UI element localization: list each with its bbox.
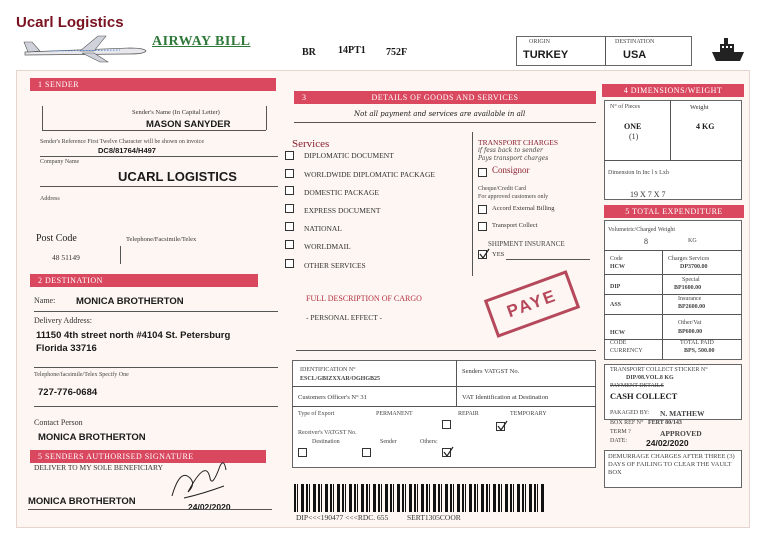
vol-label: Volumetric/Charged Weight — [608, 227, 676, 233]
service-checkbox-2[interactable] — [285, 169, 294, 178]
weight-label: Weight — [690, 104, 709, 111]
charge-value-4: BP600.00 — [678, 329, 703, 335]
sender-name-label: Sender's Name (In Capital Letter) — [132, 109, 220, 116]
paye-stamp-text: PAYE — [504, 285, 560, 322]
type-export-label: Type of Export — [298, 411, 335, 417]
company-name-label: Company Name — [40, 159, 80, 165]
permanent-label: PERMANENT — [376, 411, 413, 417]
sticker-label: TRANSPORT COLLECT STICKER N° — [610, 367, 708, 373]
barcode-text: DIP<<<190477 <<<RDC. 655 SERT1305COOR — [296, 513, 461, 522]
checkmark-icon — [496, 420, 508, 432]
expense-code-2: DIP — [610, 284, 621, 290]
cheque-note: For approved customers only — [478, 194, 549, 200]
transport-note-2: Pays transport charges — [478, 155, 549, 162]
origin-label: ORIGIN — [529, 39, 550, 45]
contact-person-label: Contact Person — [34, 418, 83, 427]
service-label-5: NATIONAL — [304, 224, 342, 233]
address-label: Address — [40, 196, 60, 202]
total-paid-value: BPS, 500.00 — [684, 348, 715, 354]
charge-value-2: BP1600.00 — [674, 285, 702, 291]
checkmark-icon — [442, 446, 454, 458]
accord-label: Accord External Billing — [492, 205, 555, 212]
vol-unit: KG — [688, 238, 697, 244]
dest-name-value: MONICA BROTHERTON — [76, 296, 184, 307]
insurance-yes: YES — [492, 251, 505, 258]
postcode-label: Post Code — [36, 233, 77, 244]
dimensions-box — [604, 100, 742, 200]
service-label-3: DOMESTIC PACKAGE — [304, 188, 379, 197]
airplane-icon — [20, 32, 150, 64]
expenditure-section-header: 5 TOTAL EXPENDITURE — [604, 205, 744, 218]
transport-note-1: if fess back to sender — [478, 147, 543, 154]
code-label: Code — [610, 256, 623, 262]
handwritten-signature — [166, 448, 232, 504]
date-label: DATE: — [610, 438, 627, 444]
service-label-6: WORLDMAIL — [304, 242, 351, 251]
vat-dest-label: VAT Identification at Destination — [462, 394, 549, 401]
charge-value-3: BP2600.00 — [678, 304, 706, 310]
sender-ref-label: Sender's Reference First Twelve Character will be shown on invoice — [40, 139, 205, 145]
company-name-value: UCARL LOGISTICS — [118, 169, 237, 184]
service-checkbox-3[interactable] — [285, 186, 294, 195]
currency-label-2: CURRENCY — [610, 348, 643, 354]
destination-value: USA — [623, 49, 647, 61]
vol-value: 8 — [644, 237, 648, 246]
charge-label-2: Special — [682, 277, 700, 283]
expense-code-4: HCW — [610, 330, 625, 336]
destination-checkbox[interactable] — [298, 448, 307, 457]
charge-label-4: Other/Vat — [678, 320, 702, 326]
origin-destination-box — [516, 36, 692, 66]
signature-name: MONICA BROTHERTON — [28, 496, 136, 507]
temporary-label: TEMPORARY — [510, 411, 547, 417]
checkmark-icon — [478, 248, 490, 260]
cheque-label: Cheque/Credit Card — [478, 186, 527, 192]
sender-checkbox[interactable] — [362, 448, 371, 457]
destination-section-header: 2 DESTINATION — [30, 274, 258, 287]
insurance-label: SHIPMENT INSURANCE — [488, 240, 565, 248]
cargo-title: FULL DESCRIPTION OF CARGO — [306, 294, 422, 303]
term-value: APPROVED — [660, 429, 702, 438]
service-checkbox-6[interactable] — [285, 240, 294, 249]
sender-ref-value: DC8/81764/H497 — [98, 146, 156, 155]
delivery-address-label: Delivery Address: — [34, 316, 92, 325]
sticker-value: DIP/08.VOL.8 KG — [626, 375, 674, 381]
repair-label: REPAIR — [458, 411, 479, 417]
currency-label-1: CODE — [610, 340, 627, 346]
dest-phone-label: Telephone/facsimile/Telex Specify One — [34, 372, 129, 378]
expense-code-3: ASS — [610, 302, 622, 308]
box-ref-label: BOX REF N° — [610, 420, 644, 426]
sender-section-header: 1 SENDER — [30, 78, 276, 91]
contact-person-value: MONICA BROTHERTON — [38, 432, 146, 443]
ship-icon — [710, 34, 746, 64]
consignor-checkbox[interactable] — [478, 168, 487, 177]
payment-details-label: PAYMENT DETAILS — [610, 383, 664, 389]
expense-code-1: HCW — [610, 264, 625, 270]
ref-mid: 14PT1 — [338, 45, 366, 56]
term-label: TERM ? — [610, 429, 631, 435]
officer-label: Customers Officer's N° 31 — [298, 394, 367, 401]
service-checkbox-5[interactable] — [285, 222, 294, 231]
id-value: ESCL/GBIZXXAR/OGHGB25 — [300, 376, 381, 382]
permanent-checkbox[interactable] — [442, 420, 451, 429]
dest-phone-value: 727-776-0684 — [38, 387, 98, 398]
destination-label: DESTINATION — [615, 39, 655, 45]
address-line-2: Florida 33716 — [36, 343, 97, 354]
service-checkbox-1[interactable] — [285, 151, 294, 160]
demurrage-text: DEMURRAGE CHARGES AFTER THREE (3) DAYS OF FAILING TO CLEAR THE VAULT BOX — [608, 453, 735, 477]
charge-value-1: DP3700.00 — [680, 264, 708, 270]
service-label-2: WORLDWIDE DIPLOMATIC PACKAGE — [304, 170, 435, 179]
payment-value: CASH COLLECT — [610, 391, 678, 401]
sender-phone-label: Telephone/Facsimile/Telex — [126, 236, 197, 243]
barcode — [294, 484, 544, 512]
signature-note: DELIVER TO MY SOLE BENEFICIARY — [34, 463, 164, 472]
accord-checkbox[interactable] — [478, 205, 487, 214]
service-checkbox-4[interactable] — [285, 204, 294, 213]
packed-label: PAKAGED BY: — [610, 410, 650, 416]
dimension-label: Dimension In Inc l x Lxh — [608, 170, 669, 176]
opt-destination: Destination — [312, 439, 340, 445]
pieces-sub: (1) — [629, 132, 639, 141]
receiver-vat-label: Receiver's VATGST No. — [298, 430, 357, 436]
cargo-value: - PERSONAL EFFECT - — [306, 313, 383, 322]
goods-section-num: 3 — [302, 93, 307, 102]
address-line-1: 11150 4th street north #4104 St. Petersburg — [36, 330, 231, 341]
id-label: IDENTIFICATION N° — [300, 367, 356, 373]
dimensions-section-header: 4 DIMENSIONS/WEIGHT — [602, 84, 744, 97]
goods-note: Not all payment and services are available in all — [354, 110, 526, 118]
opt-sender: Sender — [380, 439, 397, 445]
date-value: 24/02/2020 — [646, 438, 689, 448]
total-paid-label: TOTAL PAID — [680, 340, 714, 346]
transport-collect-checkbox[interactable] — [478, 222, 487, 231]
ref-end: 752F — [386, 47, 408, 58]
goods-section-header — [294, 91, 596, 104]
opt-others: Others: — [420, 439, 438, 445]
transport-collect-label: Transport Collect — [492, 222, 538, 229]
box-ref-value: FERT 80/143 — [648, 420, 682, 426]
dimension-value: 19 X 7 X 7 — [630, 190, 666, 199]
pieces-label: N° of Pieces — [610, 104, 641, 110]
ref-prefix: BR — [302, 47, 316, 58]
goods-section-title: DETAILS OF GOODS AND SERVICES — [371, 93, 519, 102]
airway-bill-title: AIRWAY BILL — [152, 34, 251, 49]
signature-date: 24/02/2020 — [188, 502, 231, 512]
packed-value: N. MATHEW — [660, 409, 705, 418]
weight-value: 4 KG — [696, 122, 715, 131]
pieces-value: ONE — [624, 122, 642, 131]
charge-label-3: Insurance — [678, 296, 702, 302]
sender-vat-label: Senders VATGST No. — [462, 368, 520, 375]
company-title: Ucarl Logistics — [16, 14, 124, 31]
sender-name-value: MASON SANYDER — [146, 119, 231, 130]
service-label-4: EXPRESS DOCUMENT — [304, 206, 381, 215]
service-checkbox-7[interactable] — [285, 259, 294, 268]
service-label-7: OTHER SERVICES — [304, 261, 366, 270]
signature-section-header: 5 SENDERS AUTHORISED SIGNATURE — [30, 450, 266, 463]
services-title: Services — [292, 138, 330, 150]
consignor-label: Consignor — [492, 165, 530, 175]
origin-value: TURKEY — [523, 49, 569, 61]
dest-name-label: Name: — [34, 296, 56, 305]
transport-charges-title: TRANSPORT CHARGES — [478, 138, 559, 147]
postcode-value: 48 51149 — [52, 253, 80, 262]
charge-label-1: Charges Services — [668, 256, 710, 262]
service-label-1: DIPLOMATIC DOCUMENT — [304, 151, 394, 160]
